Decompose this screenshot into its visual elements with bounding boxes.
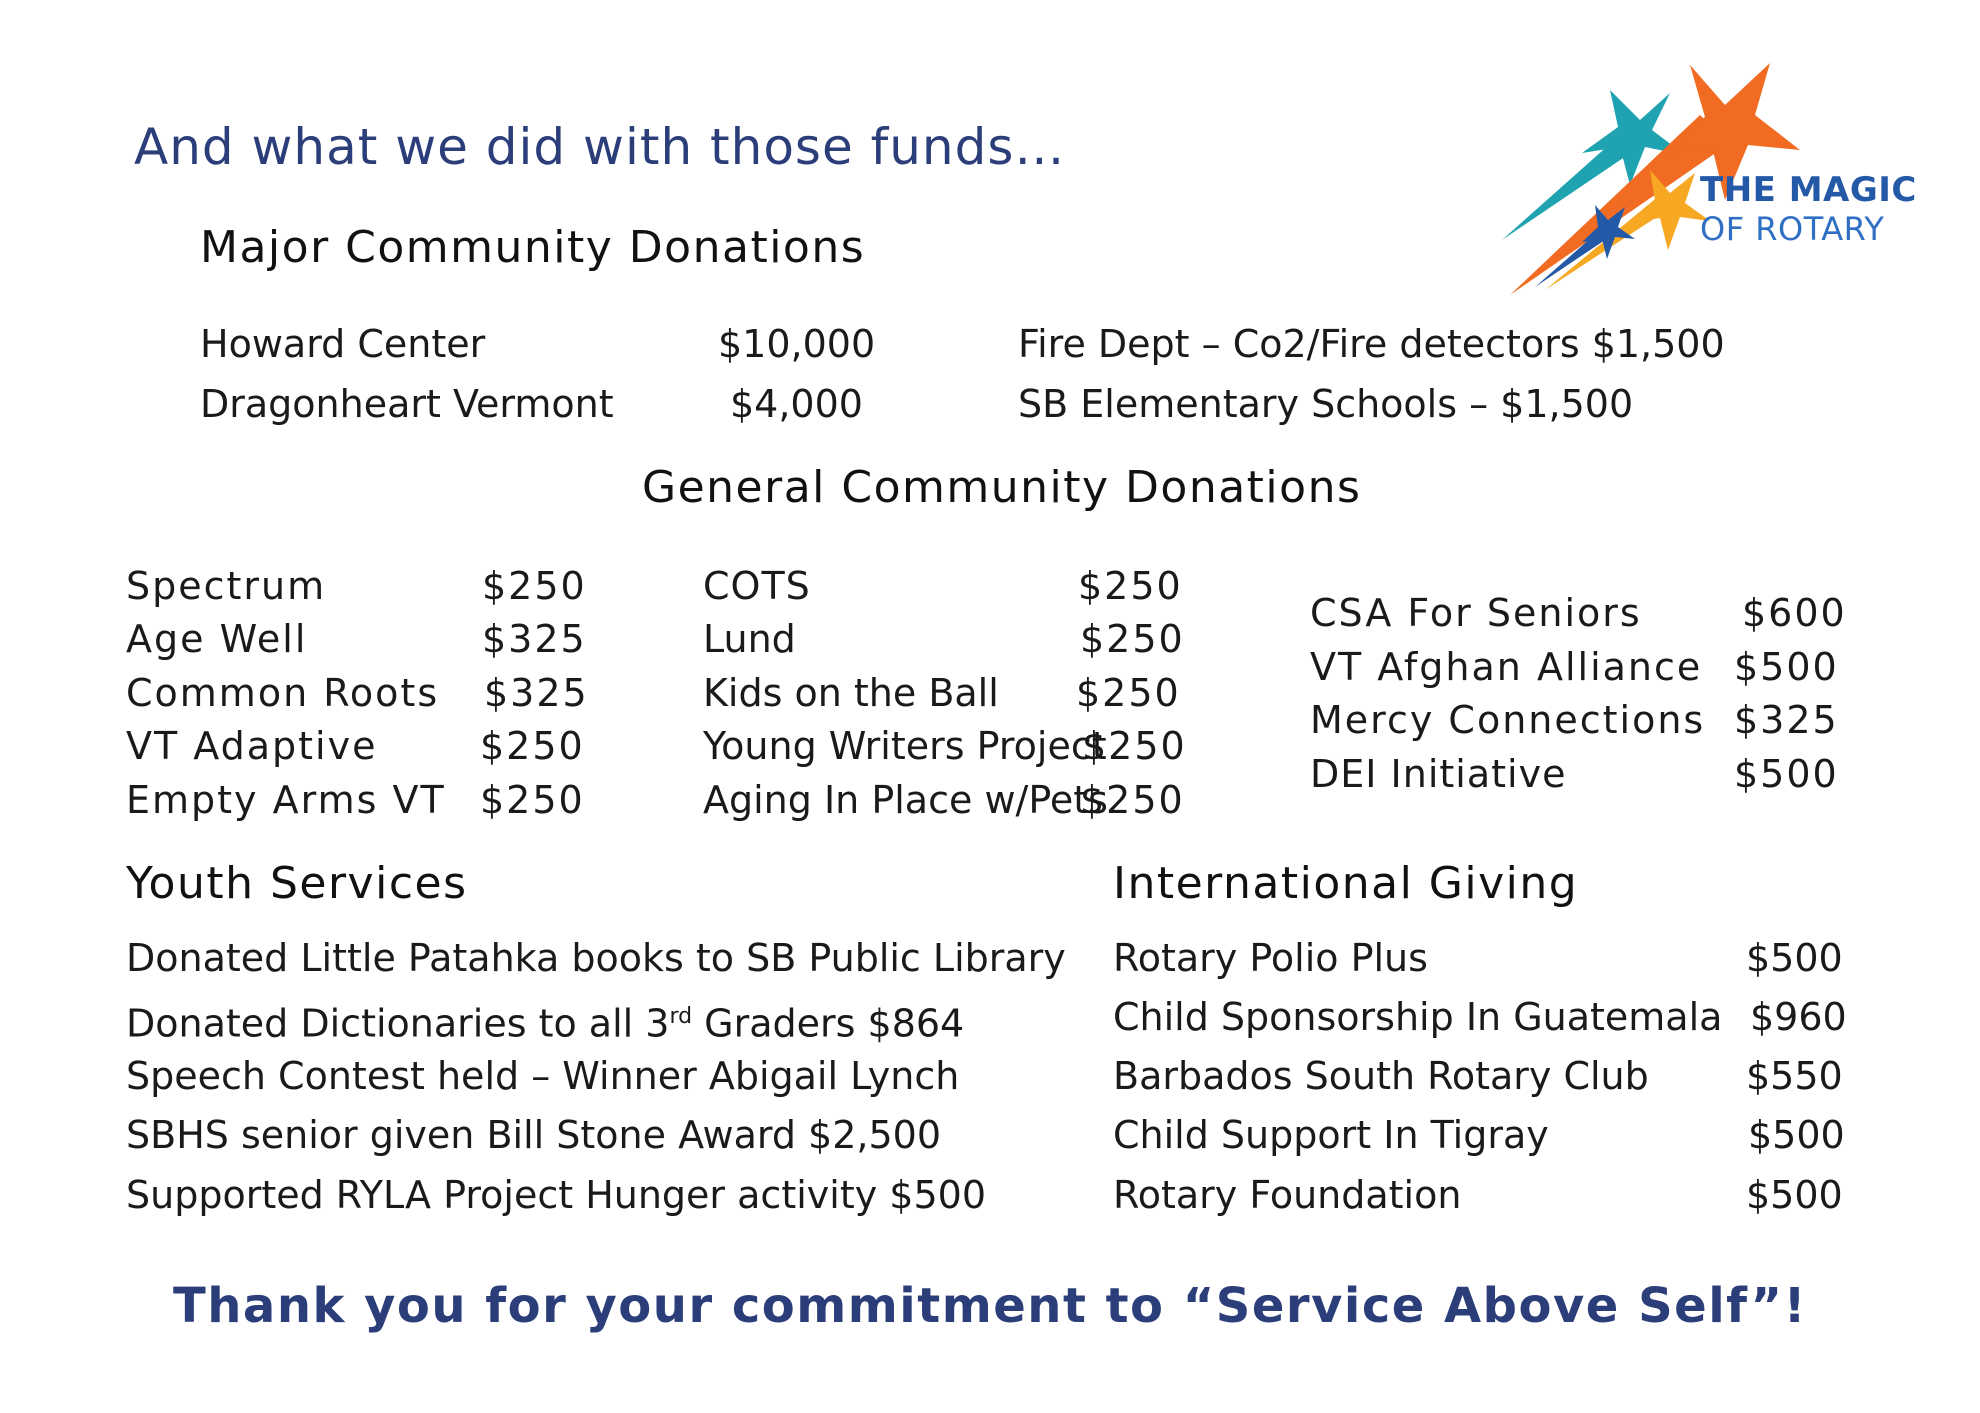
general-item-amount: $250 (480, 724, 585, 768)
major-item-right: SB Elementary Schools – $1,500 (1018, 382, 1634, 426)
general-item-name: Kids on the Ball (703, 671, 999, 715)
major-item-right: Fire Dept – Co2/Fire detectors $1,500 (1018, 322, 1725, 366)
general-item-name: Spectrum (126, 564, 327, 608)
general-item-name: Empty Arms VT (126, 778, 446, 822)
logo-text-line1: THE MAGIC (1700, 170, 1917, 210)
international-item-amount: $960 (1750, 995, 1847, 1039)
international-item-name: Child Support In Tigray (1113, 1113, 1549, 1157)
international-item-amount: $500 (1746, 1173, 1843, 1217)
general-item-name: VT Adaptive (126, 724, 378, 768)
general-item-name: COTS (703, 564, 811, 608)
general-item-amount: $250 (482, 564, 587, 608)
general-item-amount: $325 (484, 671, 589, 715)
international-giving-title: International Giving (1113, 858, 1579, 909)
youth-item: Donated Dictionaries to all 3rd Graders $864 (126, 1001, 965, 1046)
youth-item: Speech Contest held – Winner Abigail Lynch (126, 1054, 960, 1098)
general-item-amount: $600 (1742, 591, 1847, 635)
major-item-amount: $10,000 (718, 322, 876, 366)
general-item-amount: $500 (1734, 752, 1839, 796)
international-item-name: Barbados South Rotary Club (1113, 1054, 1649, 1098)
youth-item: SBHS senior given Bill Stone Award $2,500 (126, 1113, 942, 1157)
general-item-name: Mercy Connections (1310, 698, 1706, 742)
youth-item: Donated Little Patahka books to SB Public Library (126, 936, 1066, 980)
general-item-amount: $250 (480, 778, 585, 822)
general-item-amount: $250 (1082, 724, 1187, 768)
major-item-name: Dragonheart Vermont (200, 382, 614, 426)
general-item-name: Young Writers Project (703, 724, 1107, 768)
general-item-name: CSA For Seniors (1310, 591, 1642, 635)
general-donations-title: General Community Donations (642, 462, 1362, 513)
general-item-name: Aging In Place w/Pets (703, 778, 1108, 822)
general-item-amount: $325 (1734, 698, 1839, 742)
logo-text-line2: OF ROTARY (1700, 210, 1885, 248)
general-item-amount: $250 (1076, 671, 1181, 715)
general-item-amount: $250 (1080, 778, 1185, 822)
international-item-amount: $500 (1746, 936, 1843, 980)
general-item-amount: $500 (1734, 645, 1839, 689)
general-item-amount: $250 (1080, 617, 1185, 661)
thank-you-message: Thank you for your commitment to “Service Above Self”! (173, 1278, 1807, 1334)
general-item-name: VT Afghan Alliance (1310, 645, 1703, 689)
general-item-name: Lund (703, 617, 796, 661)
youth-item: Supported RYLA Project Hunger activity $500 (126, 1173, 986, 1217)
general-item-amount: $250 (1078, 564, 1183, 608)
international-item-name: Child Sponsorship In Guatemala (1113, 995, 1723, 1039)
international-item-amount: $550 (1746, 1054, 1843, 1098)
general-item-name: DEI Initiative (1310, 752, 1567, 796)
major-item-amount: $4,000 (730, 382, 863, 426)
international-item-name: Rotary Foundation (1113, 1173, 1462, 1217)
general-item-name: Common Roots (126, 671, 440, 715)
international-item-name: Rotary Polio Plus (1113, 936, 1428, 980)
general-item-amount: $325 (482, 617, 587, 661)
youth-services-title: Youth Services (126, 858, 468, 909)
international-item-amount: $500 (1748, 1113, 1845, 1157)
general-item-name: Age Well (126, 617, 308, 661)
page-headline: And what we did with those funds… (134, 118, 1066, 176)
major-donations-title: Major Community Donations (200, 222, 866, 273)
major-item-name: Howard Center (200, 322, 486, 366)
